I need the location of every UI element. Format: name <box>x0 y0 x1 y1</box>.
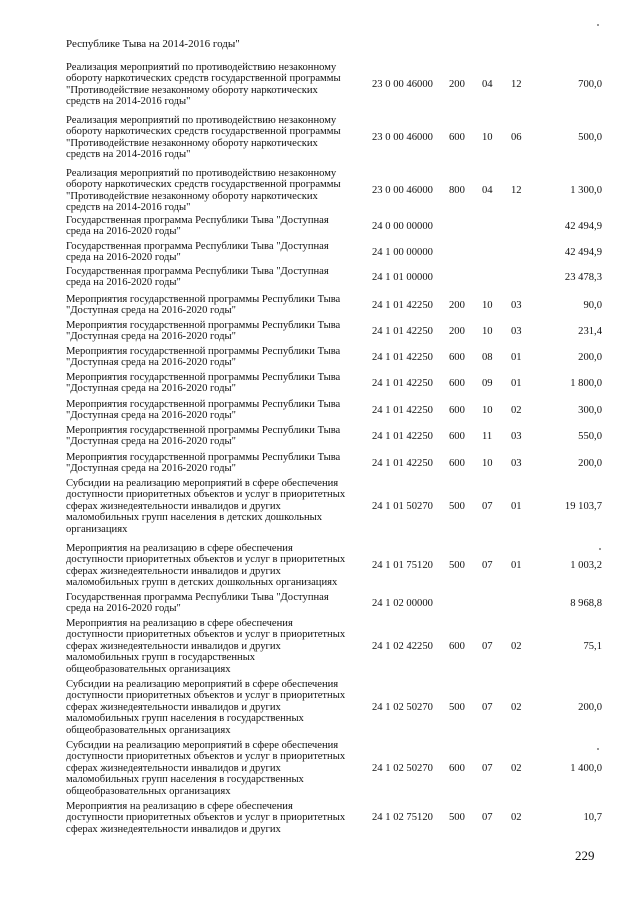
target-article-code: 24 1 02 50270 <box>372 763 433 774</box>
amount-value: 42 494,9 <box>564 221 602 232</box>
scan-speck <box>599 548 601 550</box>
section-code: 10 <box>482 132 493 143</box>
subsection-code: 12 <box>511 79 522 90</box>
section-code: 10 <box>482 458 493 469</box>
target-article-code: 24 1 02 75120 <box>372 812 433 823</box>
row-description: Мероприятия государственной программы Республики Тыва "Доступная среда на 2016-2020 годы" <box>66 452 341 475</box>
row-description: Государственная программа Республики Тыва "Доступная среда на 2016-2020 годы" <box>66 241 329 264</box>
amount-value: 90,0 <box>583 300 602 311</box>
amount-value: 700,0 <box>578 79 602 90</box>
target-article-code: 24 1 01 42250 <box>372 431 433 442</box>
section-code: 10 <box>482 300 493 311</box>
amount-value: 500,0 <box>578 132 602 143</box>
section-code: 07 <box>482 812 493 823</box>
row-description: Государственная программа Республики Тыва "Доступная среда на 2016-2020 годы" <box>66 215 329 238</box>
amount-value: 1 300,0 <box>570 185 602 196</box>
amount-value: 300,0 <box>578 405 602 416</box>
subsection-code: 03 <box>511 326 522 337</box>
target-article-code: 23 0 00 46000 <box>372 185 433 196</box>
target-article-code: 24 1 00 00000 <box>372 247 433 258</box>
target-article-code: 23 0 00 46000 <box>372 132 433 143</box>
target-article-code: 24 1 01 42250 <box>372 300 433 311</box>
row-description: Мероприятия государственной программы Республики Тыва "Доступная среда на 2016-2020 годы" <box>66 320 341 343</box>
target-article-code: 24 1 01 50270 <box>372 501 433 512</box>
target-article-code: 24 1 01 42250 <box>372 405 433 416</box>
subsection-code: 02 <box>511 641 522 652</box>
section-code: 07 <box>482 501 493 512</box>
continued-program-title: Республике Тыва на 2014-2016 годы" <box>66 38 240 50</box>
row-description: Мероприятия государственной программы Республики Тыва "Доступная среда на 2016-2020 годы" <box>66 399 341 422</box>
subsection-code: 03 <box>511 458 522 469</box>
expense-type-code: 600 <box>449 431 465 442</box>
amount-value: 8 968,8 <box>570 598 602 609</box>
subsection-code: 02 <box>511 702 522 713</box>
expense-type-code: 500 <box>449 702 465 713</box>
amount-value: 1 003,2 <box>570 560 602 571</box>
amount-value: 200,0 <box>578 352 602 363</box>
amount-value: 23 478,3 <box>564 272 602 283</box>
amount-value: 1 400,0 <box>570 763 602 774</box>
scan-speck <box>597 24 599 26</box>
row-description: Государственная программа Республики Тыва "Доступная среда на 2016-2020 годы" <box>66 266 329 289</box>
amount-value: 42 494,9 <box>564 247 602 258</box>
target-article-code: 24 1 01 00000 <box>372 272 433 283</box>
target-article-code: 23 0 00 46000 <box>372 79 433 90</box>
expense-type-code: 200 <box>449 300 465 311</box>
subsection-code: 02 <box>511 763 522 774</box>
subsection-code: 06 <box>511 132 522 143</box>
expense-type-code: 600 <box>449 378 465 389</box>
section-code: 09 <box>482 378 493 389</box>
amount-value: 1 800,0 <box>570 378 602 389</box>
section-code: 07 <box>482 560 493 571</box>
row-description: Субсидии на реализацию мероприятий в сфере обеспечения доступности приоритетных объектов и услуг в приоритетных сферах жизнедеятельности инвалидов и других маломобильных групп населения в детских дошкольных организациях <box>66 478 346 535</box>
expense-type-code: 500 <box>449 501 465 512</box>
amount-value: 75,1 <box>583 641 602 652</box>
target-article-code: 24 1 01 42250 <box>372 458 433 469</box>
expense-type-code: 600 <box>449 405 465 416</box>
section-code: 04 <box>482 79 493 90</box>
target-article-code: 24 0 00 00000 <box>372 221 433 232</box>
expense-type-code: 500 <box>449 812 465 823</box>
expense-type-code: 600 <box>449 763 465 774</box>
expense-type-code: 600 <box>449 352 465 363</box>
section-code: 08 <box>482 352 493 363</box>
subsection-code: 03 <box>511 300 522 311</box>
expense-type-code: 800 <box>449 185 465 196</box>
row-description: Мероприятия на реализацию в сфере обеспечения доступности приоритетных объектов и услуг в приоритетных сферах жизнедеятельности инвалидов и других <box>66 801 346 835</box>
row-description: Мероприятия государственной программы Республики Тыва "Доступная среда на 2016-2020 годы" <box>66 294 341 317</box>
subsection-code: 02 <box>511 405 522 416</box>
row-description: Субсидии на реализацию мероприятий в сфере обеспечения доступности приоритетных объектов и услуг в приоритетных сферах жизнедеятельности инвалидов и других маломобильных групп населения в государственных общеобразовательных организациях <box>66 740 346 797</box>
amount-value: 19 103,7 <box>564 501 602 512</box>
amount-value: 200,0 <box>578 458 602 469</box>
subsection-code: 12 <box>511 185 522 196</box>
subsection-code: 03 <box>511 431 522 442</box>
subsection-code: 01 <box>511 378 522 389</box>
section-code: 04 <box>482 185 493 196</box>
row-description: Субсидии на реализацию мероприятий в сфере обеспечения доступности приоритетных объектов и услуг в приоритетных сферах жизнедеятельности инвалидов и других маломобильных групп населения в государственных общеобразовательных организациях <box>66 679 346 736</box>
amount-value: 200,0 <box>578 702 602 713</box>
target-article-code: 24 1 02 50270 <box>372 702 433 713</box>
expense-type-code: 600 <box>449 641 465 652</box>
scan-speck <box>597 748 599 750</box>
section-code: 10 <box>482 326 493 337</box>
target-article-code: 24 1 01 75120 <box>372 560 433 571</box>
row-description: Реализация мероприятий по противодействию незаконному обороту наркотических средств государственной программы "Противодействие незаконному обороту наркотических средств на 2014-2016 годы" <box>66 115 341 161</box>
section-code: 07 <box>482 702 493 713</box>
row-description: Мероприятия на реализацию в сфере обеспечения доступности приоритетных объектов и услуг в приоритетных сферах жизнедеятельности инвалидов и других маломобильных групп в детских дошкольных организациях <box>66 543 346 589</box>
amount-value: 231,4 <box>578 326 602 337</box>
row-description: Реализация мероприятий по противодействию незаконному обороту наркотических средств государственной программы "Противодействие незаконному обороту наркотических средств на 2014-2016 годы" <box>66 168 341 214</box>
expense-type-code: 200 <box>449 326 465 337</box>
subsection-code: 02 <box>511 812 522 823</box>
section-code: 07 <box>482 641 493 652</box>
subsection-code: 01 <box>511 560 522 571</box>
row-description: Мероприятия государственной программы Республики Тыва "Доступная среда на 2016-2020 годы" <box>66 372 341 395</box>
target-article-code: 24 1 02 42250 <box>372 641 433 652</box>
expense-type-code: 600 <box>449 458 465 469</box>
expense-type-code: 200 <box>449 79 465 90</box>
row-description: Мероприятия на реализацию в сфере обеспечения доступности приоритетных объектов и услуг в приоритетных сферах жизнедеятельности инвалидов и других маломобильных групп в государственных общеобразовательных организациях <box>66 618 346 675</box>
target-article-code: 24 1 01 42250 <box>372 352 433 363</box>
expense-type-code: 600 <box>449 132 465 143</box>
target-article-code: 24 1 01 42250 <box>372 378 433 389</box>
expense-type-code: 500 <box>449 560 465 571</box>
row-description: Государственная программа Республики Тыва "Доступная среда на 2016-2020 годы" <box>66 592 329 615</box>
target-article-code: 24 1 01 42250 <box>372 326 433 337</box>
subsection-code: 01 <box>511 501 522 512</box>
row-description: Реализация мероприятий по противодействию незаконному обороту наркотических средств государственной программы "Противодействие незаконному обороту наркотических средств на 2014-2016 годы" <box>66 62 341 108</box>
section-code: 11 <box>482 431 493 442</box>
subsection-code: 01 <box>511 352 522 363</box>
section-code: 07 <box>482 763 493 774</box>
row-description: Мероприятия государственной программы Республики Тыва "Доступная среда на 2016-2020 годы" <box>66 346 341 369</box>
amount-value: 550,0 <box>578 431 602 442</box>
target-article-code: 24 1 02 00000 <box>372 598 433 609</box>
amount-value: 10,7 <box>583 812 602 823</box>
row-description: Мероприятия государственной программы Республики Тыва "Доступная среда на 2016-2020 годы" <box>66 425 341 448</box>
section-code: 10 <box>482 405 493 416</box>
page-number: 229 <box>575 848 595 863</box>
